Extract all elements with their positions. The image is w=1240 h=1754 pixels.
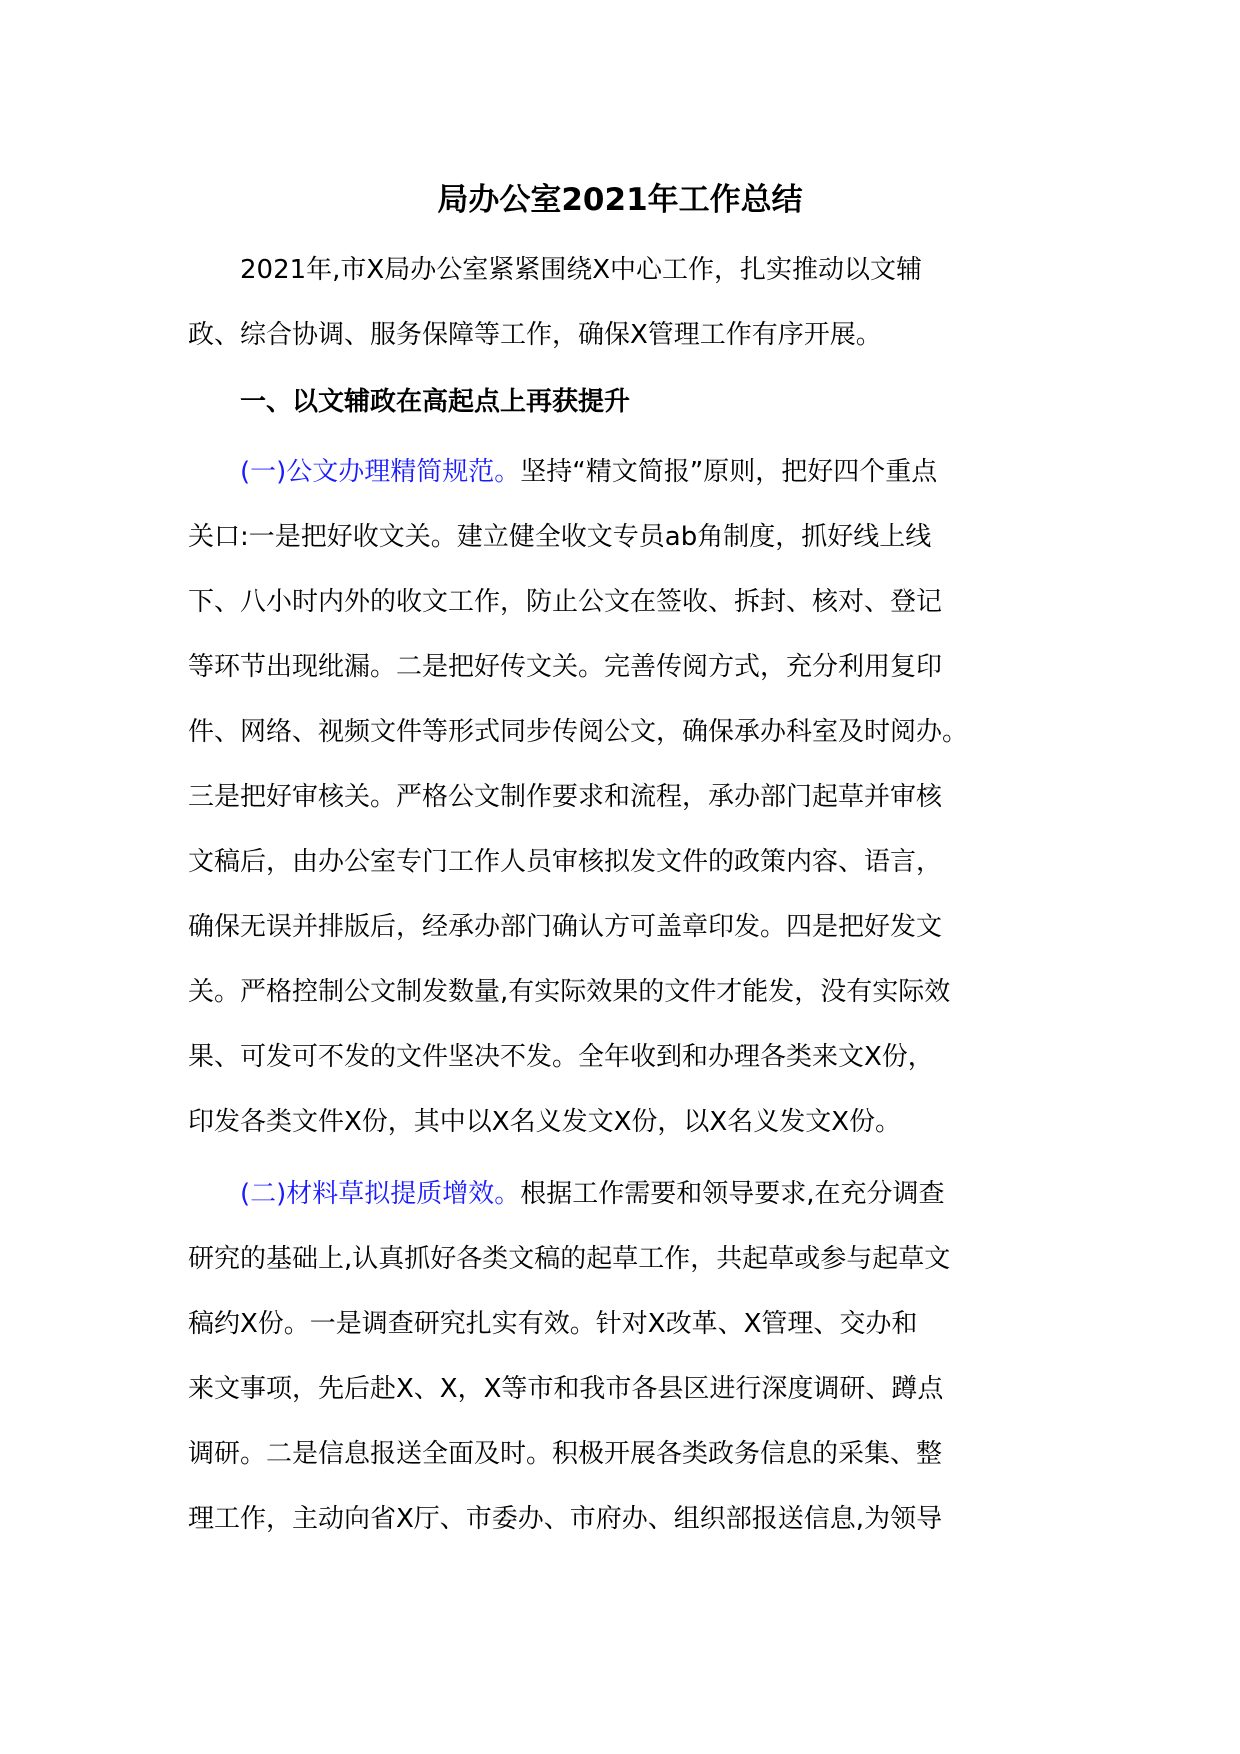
paragraph-line: 等环节出现纰漏。二是把好传文关。完善传阅方式，充分利用复印 (188, 652, 943, 682)
paragraph-line: 关。严格控制公文制发数量,有实际效果的文件才能发，没有实际效 (188, 977, 951, 1007)
paragraph-line: 来文事项，先后赴X、X，X等市和我市各县区进行深度调研、蹲点 (188, 1374, 944, 1404)
paragraph-line-text: 坚持“精文简报”原则，把好四个重点 (520, 457, 938, 487)
paragraph-line: 三是把好审核关。严格公文制作要求和流程，承办部门起草并审核 (188, 782, 943, 812)
paragraph-line-text: 根据工作需要和领导要求,在充分调查 (520, 1179, 945, 1209)
paragraph-first-line (188, 440, 1052, 505)
paragraph-line: 确保无误并排版后，经承办部门确认方可盖章印发。四是把好发文 (188, 912, 943, 942)
section-heading-1: 一、以文辅政在高起点上再获提升 (240, 387, 631, 417)
paragraph-line: 果、可发可不发的文件坚决不发。全年收到和办理各类来文X份， (188, 1042, 934, 1072)
paragraph-line: 研究的基础上,认真抓好各类文稿的起草工作，共起草或参与起草文 (188, 1244, 951, 1274)
paragraph-line: 理工作，主动向省X厅、市委办、市府办、组织部报送信息,为领导 (188, 1504, 943, 1534)
paragraph-line: 下、八小时内外的收文工作，防止公文在签收、拆封、核对、登记 (188, 587, 943, 617)
paragraph-first-line (188, 1162, 1052, 1227)
document-title: 局办公室2021年工作总结 (437, 182, 803, 218)
paragraph-document-handling (188, 440, 1052, 1155)
paragraph-line: 调研。二是信息报送全面及时。积极开展各类政务信息的采集、整 (188, 1439, 943, 1469)
intro-paragraph (188, 238, 1052, 368)
paragraph-lead-title: (一)公文办理精简规范。 (240, 457, 521, 487)
intro-line: 政、综合协调、服务保障等工作，确保X管理工作有序开展。 (188, 320, 882, 350)
paragraph-line: 件、网络、视频文件等形式同步传阅公文，确保承办科室及时阅办。 (188, 717, 969, 747)
paragraph-line: 文稿后，由办公室专门工作人员审核拟发文件的政策内容、语言， (188, 847, 943, 877)
paragraph-material-drafting (188, 1162, 1052, 1552)
paragraph-line: 稿约X份。一是调查研究扎实有效。针对X改革、X管理、交办和 (188, 1309, 918, 1339)
paragraph-lead-title: (二)材料草拟提质增效。 (240, 1179, 521, 1209)
paragraph-line: 关口:一是把好收文关。建立健全收文专员ab角制度，抓好线上线 (188, 522, 932, 552)
paragraph-line: 印发各类文件X份，其中以X名义发文X份，以X名义发文X份。 (188, 1107, 902, 1137)
intro-line: 2021年,市X局办公室紧紧围绕X中心工作，扎实推动以文辅 (240, 255, 923, 285)
